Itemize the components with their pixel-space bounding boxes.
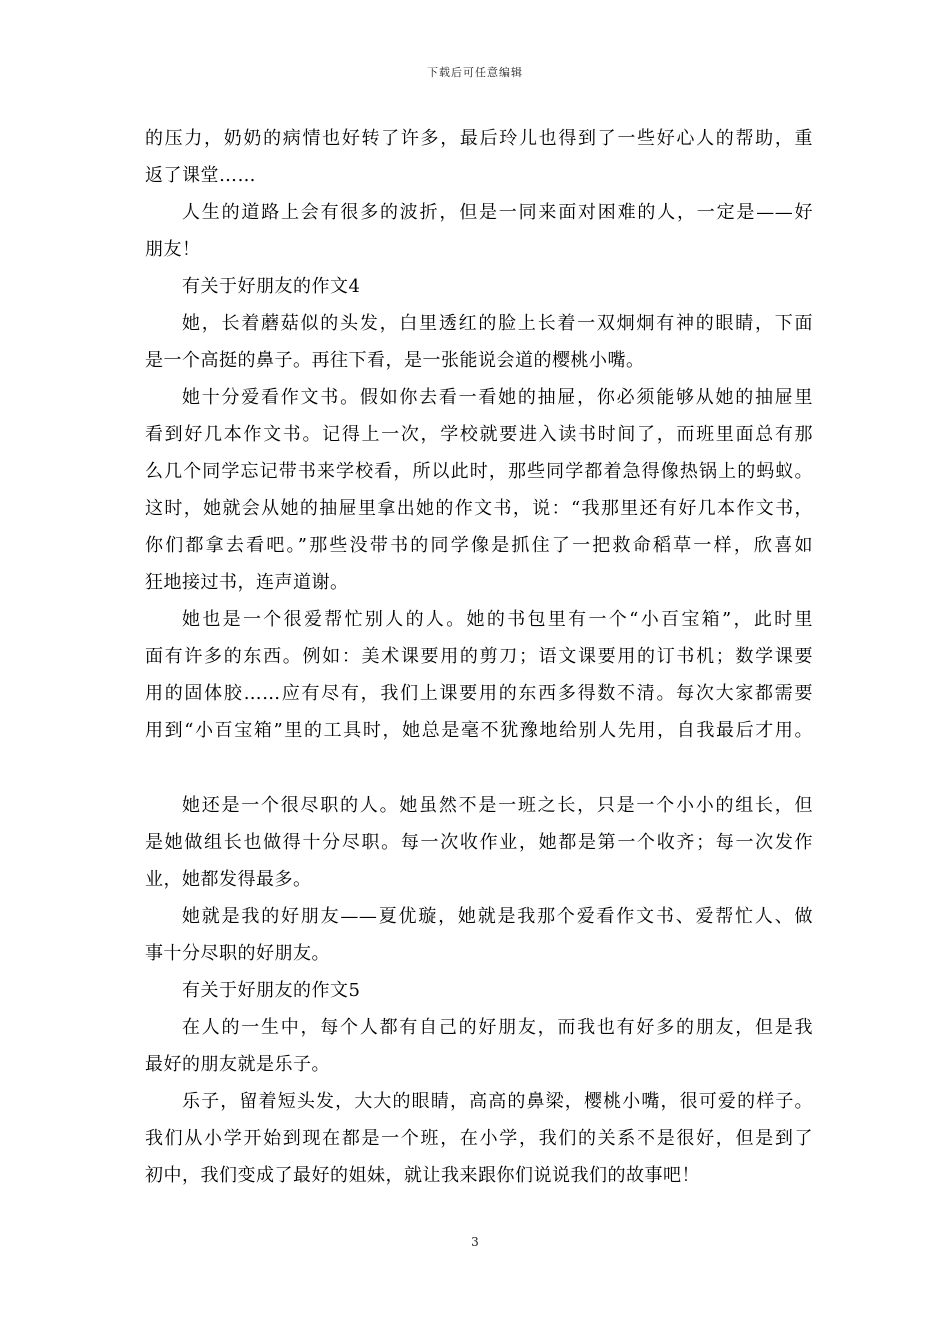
text-line: 初中，我们变成了最好的姐妹，就让我来跟你们说说我们的故事吧！ (145, 1165, 700, 1186)
text-line: 这时，她就会从她的抽屉里拿出她的作文书，说：“我那里还有好几本作文书， (145, 498, 813, 519)
text-line: 用的固体胶……应有尽有，我们上课要用的东西多得数不清。每次大家都需要 (145, 683, 813, 704)
text-line: 乐子，留着短头发，大大的眼睛，高高的鼻梁，樱桃小嘴，很可爱的样子。 (182, 1091, 813, 1112)
text-line: 人生的道路上会有很多的波折，但是一同来面对困难的人，一定是——好 (182, 202, 813, 223)
paragraph-gap (145, 749, 813, 787)
text-line: 在人的一生中，每个人都有自己的好朋友，而我也有好多的朋友，但是我 (182, 1017, 813, 1038)
text-line: 是她做组长也做得十分尽职。每一次收作业，她都是第一个收齐；每一次发作 (145, 832, 813, 853)
text-line: 她，长着蘑菇似的头发，白里透红的脸上长着一双炯炯有神的眼睛，下面 (182, 313, 813, 334)
section-heading: 有关于好朋友的作文5 (182, 980, 361, 1001)
text-line: 她还是一个很尽职的人。她虽然不是一班之长，只是一个小小的组长，但 (182, 795, 813, 816)
text-line: 是一个高挺的鼻子。再往下看，是一张能说会道的樱桃小嘴。 (145, 350, 645, 371)
text-line: 她也是一个很爱帮忙别人的人。她的书包里有一个“小百宝箱”，此时里 (182, 609, 813, 630)
text-line: 你们都拿去看吧。”那些没带书的同学像是抓住了一把救命稻草一样，欣喜如 (145, 535, 813, 556)
text-line: 她十分爱看作文书。假如你去看一看她的抽屉，你必须能够从她的抽屉里 (182, 387, 813, 408)
text-line: 看到好几本作文书。记得上一次，学校就要进入读书时间了，而班里面总有那 (145, 424, 813, 445)
page-header-note: 下载后可任意编辑 (427, 66, 523, 79)
text-line: 面有许多的东西。例如：美术课要用的剪刀；语文课要用的订书机；数学课要 (145, 646, 813, 667)
document-body (145, 120, 813, 1194)
text-line: 狂地接过书，连声道谢。 (145, 572, 349, 593)
page-number: 3 (471, 1235, 479, 1249)
text-line: 的压力，奶奶的病情也好转了许多，最后玲儿也得到了一些好心人的帮助，重 (145, 128, 813, 149)
text-line: 返了课堂…… (145, 165, 256, 186)
text-line: 我们从小学开始到现在都是一个班，在小学，我们的关系不是很好，但是到了 (145, 1128, 813, 1149)
text-line: 朋友！ (145, 239, 201, 260)
text-line: 么几个同学忘记带书来学校看，所以此时，那些同学都着急得像热锅上的蚂蚁。 (145, 461, 813, 482)
text-line: 事十分尽职的好朋友。 (145, 943, 330, 964)
text-line: 业，她都发得最多。 (145, 869, 312, 890)
section-heading: 有关于好朋友的作文4 (182, 276, 361, 297)
text-line: 最好的朋友就是乐子。 (145, 1054, 330, 1075)
text-line: 她就是我的好朋友——夏优璇，她就是我那个爱看作文书、爱帮忙人、做 (182, 906, 813, 927)
text-line: 用到“小百宝箱”里的工具时，她总是毫不犹豫地给别人先用，自我最后才用。 (145, 720, 813, 741)
